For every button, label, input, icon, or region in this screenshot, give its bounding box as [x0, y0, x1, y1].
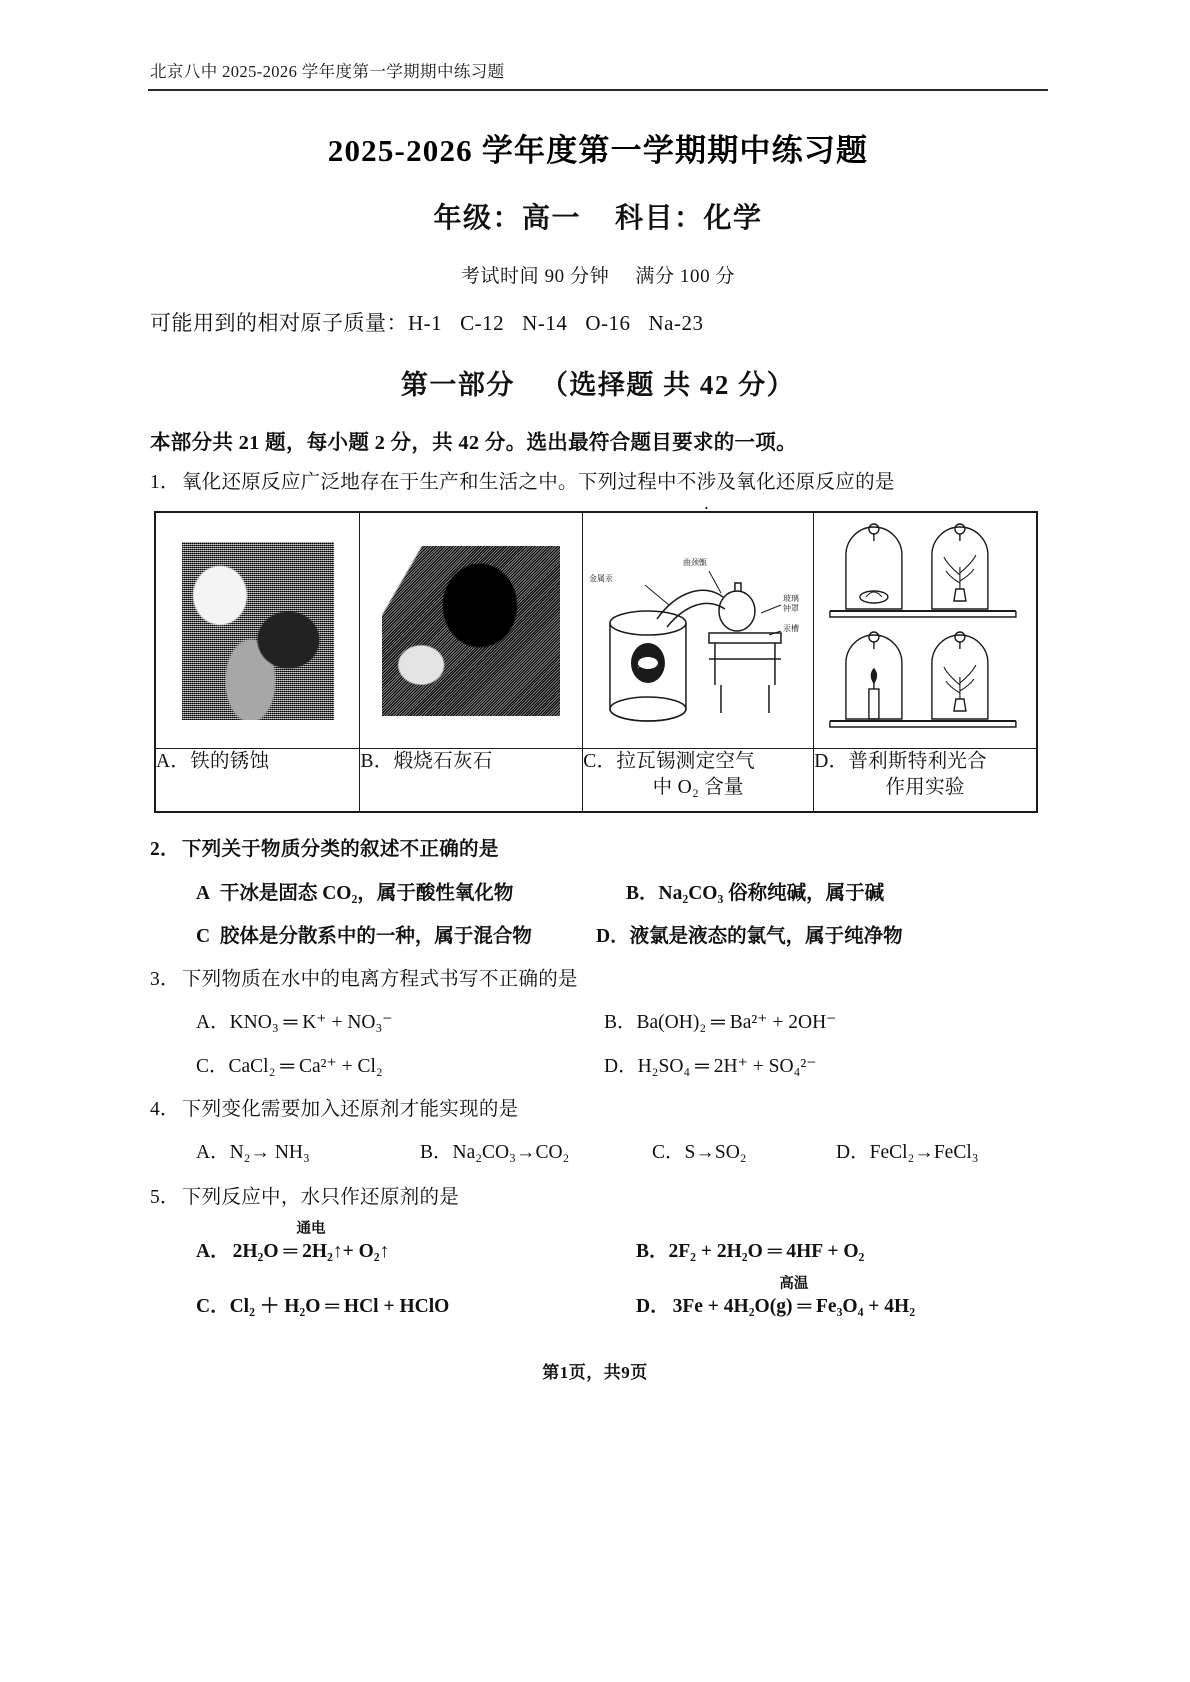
- option-c-caption-line1: 拉瓦锡测定空气: [616, 751, 755, 773]
- question-3-option-b-label: B．: [604, 1012, 637, 1034]
- question-4-option-b[interactable]: [420, 1138, 652, 1167]
- question-4-options-row: [148, 1138, 1048, 1167]
- label-glass-bell-2: 钟罩: [783, 604, 800, 614]
- option-a-caption: 铁的锈蚀: [190, 751, 270, 773]
- label-fire: 火炉: [637, 662, 652, 670]
- question-1-stem: [148, 468, 1048, 497]
- atomic-mass-line: [148, 307, 1048, 337]
- question-5-option-d-label: D．: [636, 1295, 670, 1317]
- option-d-caption-line1: 普利斯特利光合: [848, 751, 987, 773]
- question-2-option-c[interactable]: [196, 922, 596, 951]
- option-d-caption-cell: [814, 749, 1037, 813]
- question-4-option-c-label: C．: [652, 1142, 685, 1163]
- question-5-text: 下列反应中，水只作还原剂的是: [181, 1187, 460, 1209]
- question-2-option-c-text: 胶体是分散系中的一种，属于混合物: [219, 925, 532, 947]
- question-1-number: 1．: [150, 472, 180, 493]
- label-glass-bell: 玻璃: [783, 594, 800, 604]
- page-content: [148, 58, 1048, 1321]
- question-5-option-d-text: 3Fe + 4H₂O(g) ═ Fe₃O₄ + 4H₂: [672, 1295, 916, 1317]
- question-2-option-a[interactable]: [196, 879, 626, 908]
- question-2-number: 2．: [150, 839, 180, 861]
- question-2-option-b-text: Na₂CO₃ 俗称纯碱，属于碱: [658, 882, 885, 904]
- question-3-option-c-text: CaCl₂ ═ Ca²⁺ + Cl₂: [228, 1055, 383, 1077]
- question-4-option-b-label: B．: [420, 1142, 453, 1163]
- question-3-option-d[interactable]: [604, 1052, 817, 1081]
- question-3-option-d-text: H₂SO₄ ═ 2H⁺ + SO₄²⁻: [637, 1055, 817, 1077]
- atomic-mass-h: H-1: [408, 311, 443, 335]
- page-footer: 第1页，共9页: [542, 1363, 648, 1382]
- label-curved-neck: 曲颈甑: [683, 558, 708, 568]
- question-2-option-d-text: 液氯是液态的氯气，属于纯净物: [629, 925, 903, 947]
- question-4-option-d-label: D．: [836, 1142, 870, 1163]
- question-1-stem-pre: 氧化还原反应广泛地存在于生产和生活之中。下列过程中: [181, 472, 677, 493]
- question-3-option-b[interactable]: [604, 1008, 836, 1037]
- question-3-option-a[interactable]: [196, 1008, 604, 1037]
- question-5-number: 5．: [150, 1187, 180, 1209]
- question-4-option-a-text: N₂→ NH₃: [229, 1142, 310, 1163]
- question-4-option-c-text: S→SO₂: [684, 1142, 747, 1163]
- priestley-bell-jar-diagram: [814, 513, 1036, 748]
- subject-label: 科目：化学: [615, 203, 763, 234]
- option-d-label: D．: [814, 751, 849, 773]
- question-5-option-a-text: 2H₂O ═ 2H₂↑+ O₂↑: [232, 1240, 390, 1262]
- question-4-option-a-label: A．: [196, 1142, 230, 1163]
- question-5-option-a[interactable]: [196, 1220, 636, 1266]
- option-b-label: B．: [360, 751, 394, 773]
- question-2-option-d[interactable]: [596, 922, 903, 951]
- question-2-option-b-label: B．: [626, 882, 659, 904]
- option-d-image-cell[interactable]: [814, 512, 1037, 749]
- question-5-option-a-condition: 通电: [296, 1220, 326, 1237]
- question-1-emphasis: 不涉及: [676, 472, 737, 493]
- question-2-option-a-label: A: [196, 882, 211, 904]
- rust-photo: [156, 513, 359, 748]
- option-c-caption-cell: [583, 749, 814, 813]
- question-2-options-row-2: [148, 922, 1048, 951]
- kiln-photo: [360, 513, 582, 748]
- option-b-caption: 煅烧石灰石: [393, 751, 493, 773]
- question-5-option-c-text: Cl₂ ＋ H₂O ═ HCl + HClO: [229, 1295, 450, 1317]
- question-5-options-row-1: [148, 1220, 1048, 1266]
- label-metal-tray: 金属汞: [589, 574, 614, 584]
- question-5-option-b[interactable]: [636, 1237, 864, 1266]
- question-5-option-a-label: A．: [196, 1240, 230, 1262]
- question-4-number: 4．: [150, 1098, 180, 1120]
- option-c-image-cell[interactable]: [583, 512, 814, 749]
- question-3-options-row-2: [148, 1052, 1048, 1081]
- option-d-caption-line2: 作用实验: [885, 776, 965, 798]
- question-2-option-a-text: 干冰是固态 CO₂，属于酸性氧化物: [219, 882, 514, 904]
- question-3-option-a-text: KNO₃ ═ K⁺ + NO₃⁻: [229, 1012, 393, 1034]
- exam-duration: 考试时间 90 分钟: [460, 266, 610, 287]
- question-4-option-d[interactable]: [836, 1138, 979, 1167]
- part-one-paren: （选择题 共 42 分）: [540, 370, 796, 400]
- question-1-stem-post: 氧化还原反应的是: [736, 472, 895, 493]
- question-3-option-a-label: A．: [196, 1012, 230, 1034]
- option-b-image-cell[interactable]: [360, 512, 583, 749]
- atomic-mass-o: O-16: [585, 311, 631, 335]
- running-header: 北京八中 2025-2026 学年度第一学期期中练习题: [150, 62, 505, 81]
- question-4-text: 下列变化需要加入还原剂才能实现的是: [181, 1098, 519, 1120]
- option-b-caption-cell: [360, 749, 583, 813]
- option-a-image-cell[interactable]: [155, 512, 360, 749]
- question-4-option-c[interactable]: [652, 1138, 836, 1167]
- question-2-option-c-label: C: [196, 925, 211, 947]
- atomic-mass-c: C-12: [460, 311, 505, 335]
- exam-total-score: 满分 100 分: [635, 266, 736, 287]
- question-2-stem: [148, 835, 1048, 864]
- option-c-label: C．: [583, 751, 617, 773]
- question-1-option-table: [154, 511, 1038, 813]
- question-3-option-c[interactable]: [196, 1052, 604, 1081]
- grade-subject-line: [148, 196, 1048, 236]
- table-row-captions: [155, 749, 1037, 813]
- question-3-number: 3．: [150, 969, 180, 990]
- question-5-option-c[interactable]: [196, 1292, 636, 1321]
- question-4-option-d-text: FeCl₂→FeCl₃: [869, 1142, 979, 1163]
- question-4-option-a[interactable]: [196, 1138, 420, 1167]
- question-3-text: 下列物质在水中的电离方程式书写不正确的是: [181, 969, 578, 990]
- question-4-option-b-text: Na₂CO₃→CO₂: [452, 1142, 570, 1163]
- question-5-option-c-label: C．: [196, 1295, 230, 1317]
- atomic-mass-label: 可能用到的相对原子质量：: [150, 311, 408, 335]
- question-3-stem: [148, 965, 1048, 994]
- option-c-caption-line2: 中 O₂ 含量: [652, 776, 744, 798]
- question-5-options-row-2: [148, 1275, 1048, 1321]
- question-4-stem: [148, 1095, 1048, 1124]
- lavoisier-apparatus-diagram: [583, 513, 813, 748]
- grade-label: 年级：高一: [433, 203, 581, 234]
- question-3-options-row-1: [148, 1008, 1048, 1037]
- part-one-label: 第一部分: [400, 370, 515, 400]
- question-5-option-d[interactable]: [636, 1275, 918, 1321]
- question-5-stem: [148, 1183, 1048, 1212]
- exam-meta-line: [148, 261, 1048, 288]
- document-title: 2025-2026 学年度第一学期期中练习题: [327, 133, 869, 168]
- question-5-option-b-label: B．: [636, 1240, 669, 1262]
- option-a-caption-cell: [155, 749, 360, 813]
- header-rule: [148, 89, 1048, 91]
- question-3-option-d-label: D．: [604, 1055, 638, 1077]
- table-row-images: [155, 512, 1037, 749]
- question-2-option-b[interactable]: [626, 879, 884, 908]
- part-one-heading: [148, 363, 1048, 402]
- atomic-mass-n: N-14: [522, 311, 568, 335]
- question-3-option-c-label: C．: [196, 1055, 229, 1077]
- part-one-instruction: 本部分共 21 题，每小题 2 分，共 42 分。选出最符合题目要求的一项。: [150, 432, 797, 454]
- question-2-options-row-1: [148, 879, 1048, 908]
- question-3-option-b-text: Ba(OH)₂ ═ Ba²⁺ + 2OH⁻: [636, 1012, 837, 1034]
- question-5-option-d-condition: 高温: [779, 1275, 809, 1292]
- label-mercury: 汞槽: [783, 624, 800, 634]
- option-a-label: A．: [156, 751, 191, 773]
- atomic-mass-na: Na-23: [648, 311, 704, 335]
- question-2-option-d-label: D．: [596, 925, 630, 947]
- question-2-text: 下列关于物质分类的叙述不正确的是: [181, 839, 499, 861]
- question-5-option-b-text: 2F₂ + 2H₂O ═ 4HF + O₂: [668, 1240, 865, 1262]
